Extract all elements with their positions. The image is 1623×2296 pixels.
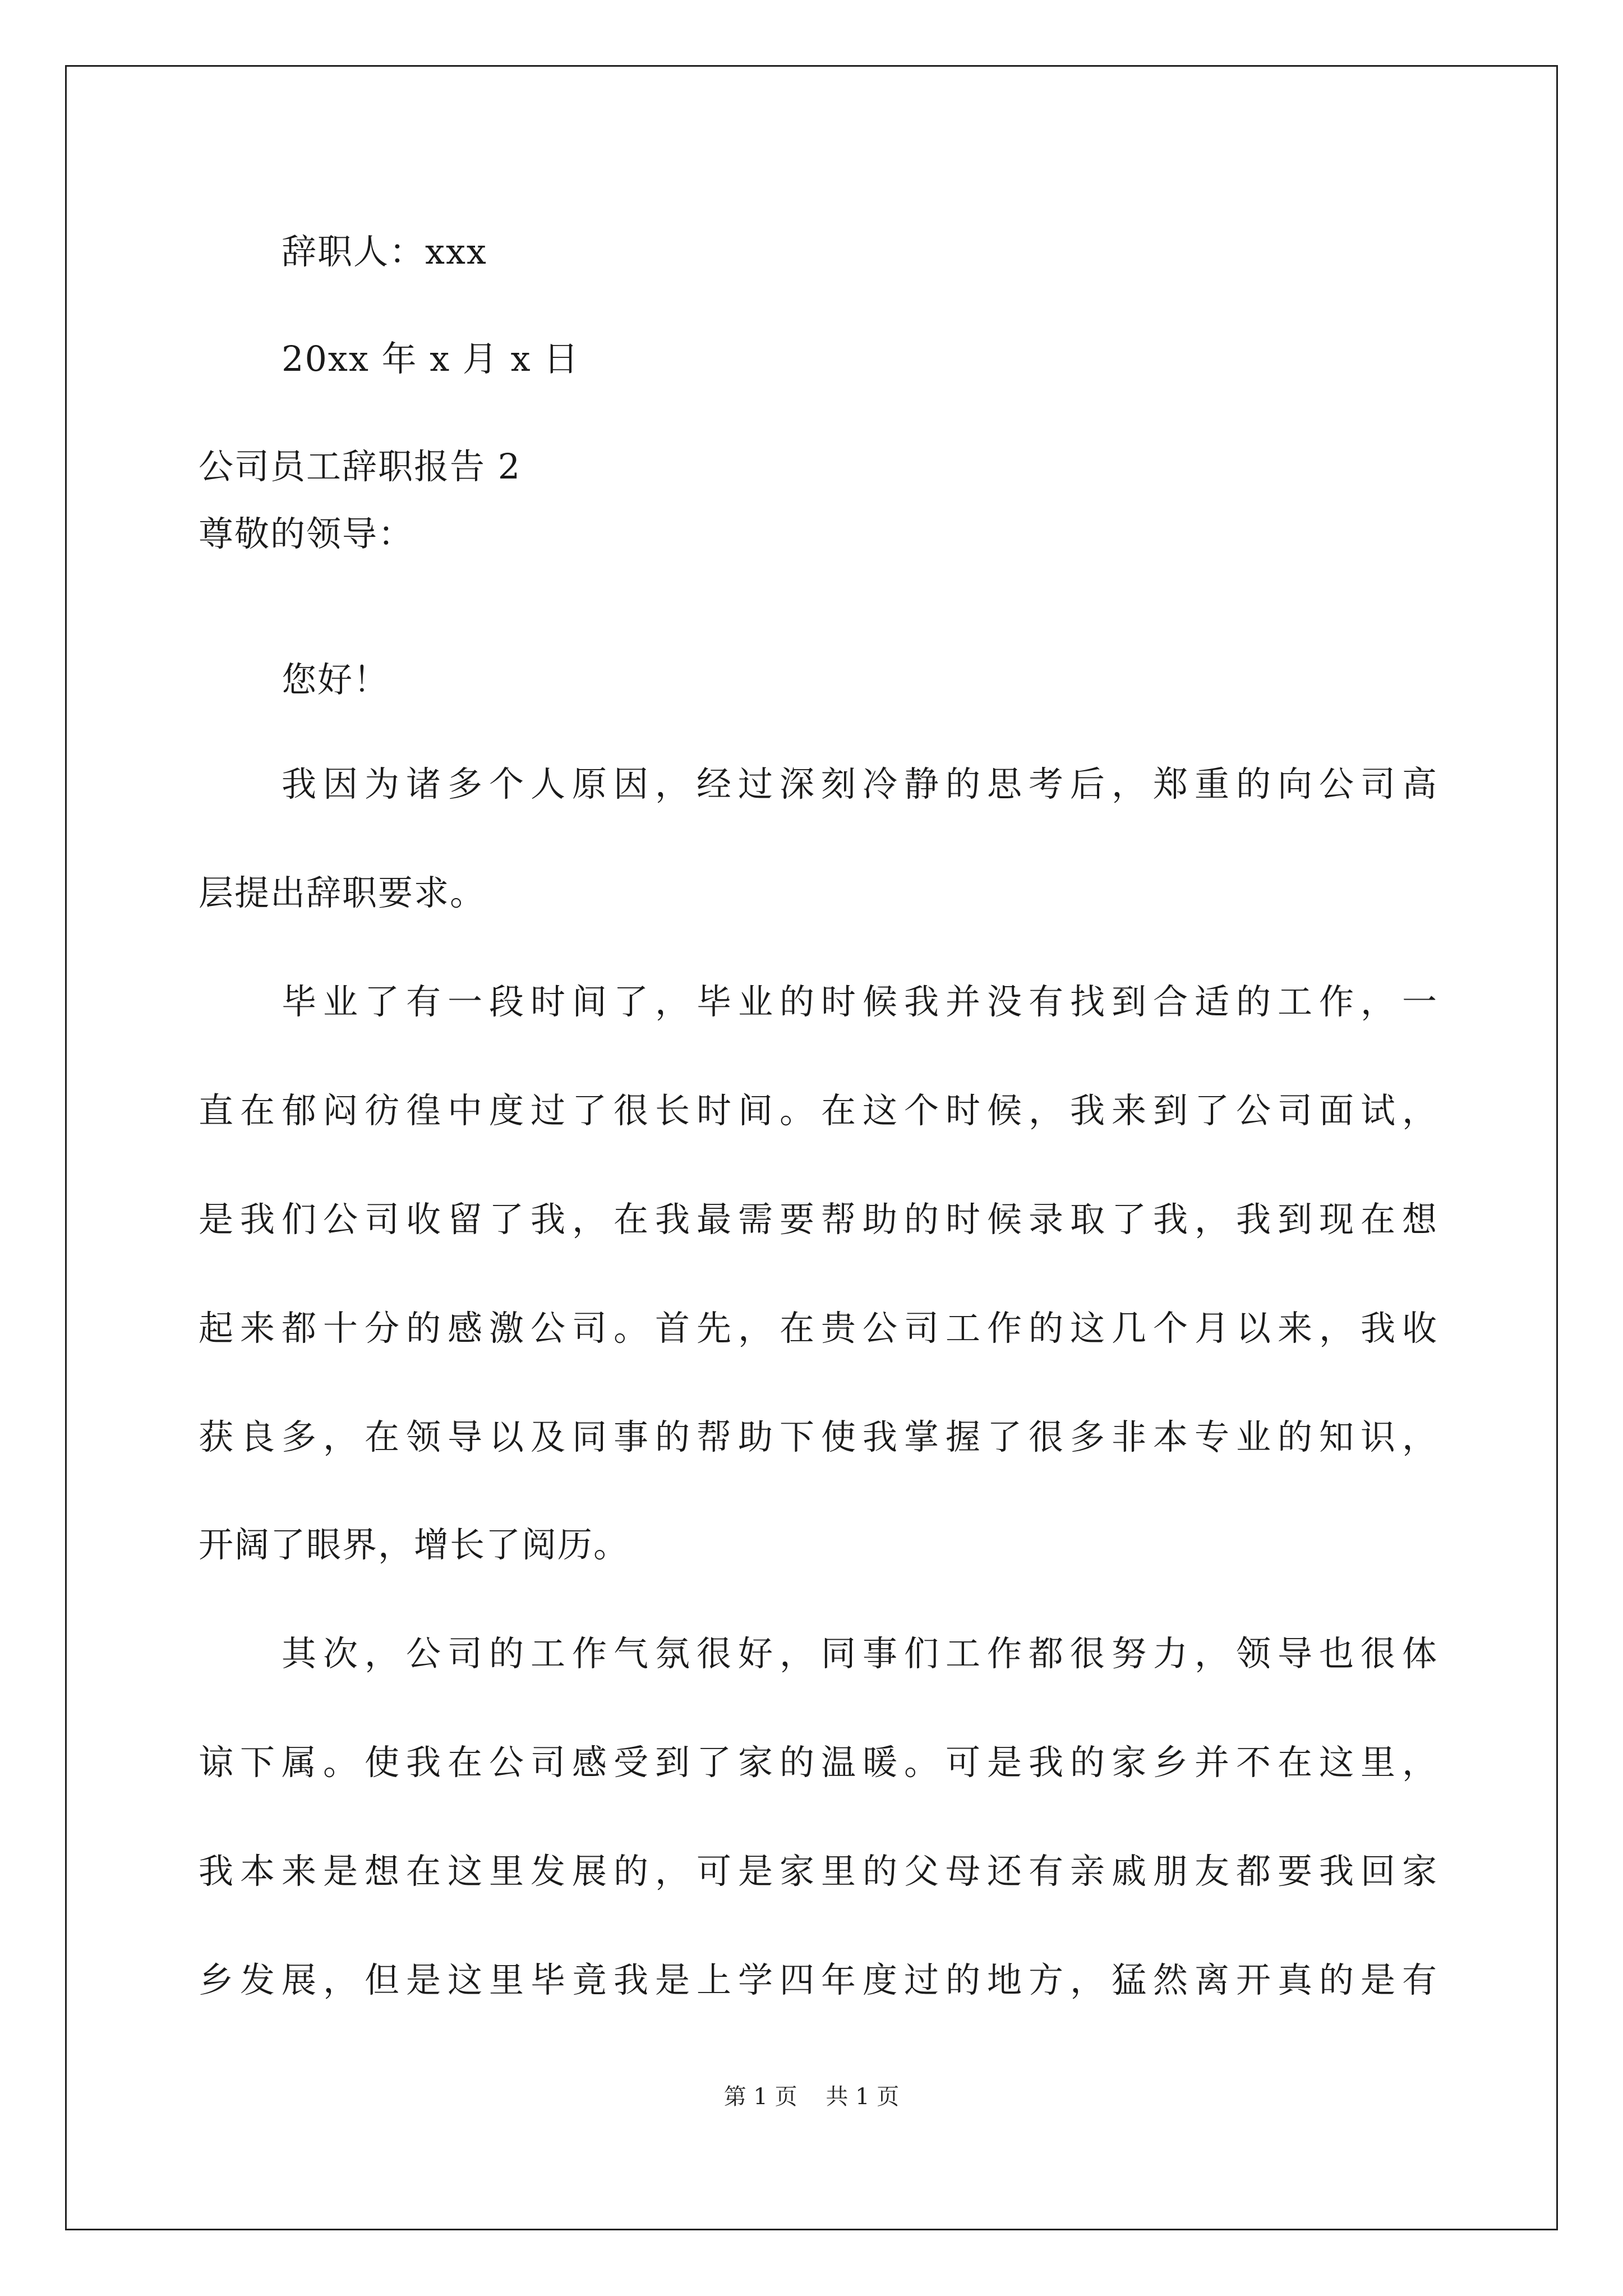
section-title: 公司员工辞职报告 2 [199,446,522,487]
body-line: 开阔了眼界，增长了阅历。 [199,1524,630,1565]
body-line: 层提出辞职要求。 [199,872,486,913]
body-line: 起来都十分的感激公司。首先，在贵公司工作的这几个月以来，我收 [199,1308,1438,1349]
date-line: 20xx 年 x 月 x 日 [282,338,580,379]
body-line: 获良多，在领导以及同事的帮助下使我掌握了很多非本专业的知识， [199,1416,1438,1457]
body-line: 其次，公司的工作气氛很好，同事们工作都很努力，领导也很体 [282,1633,1438,1674]
body-line: 我本来是想在这里发展的，可是家里的父母还有亲戚朋友都要我回家 [199,1851,1438,1892]
body-line: 毕业了有一段时间了，毕业的时候我并没有找到合适的工作，一 [282,981,1438,1022]
body-line: 我因为诸多个人原因，经过深刻冷静的思考后，郑重的向公司高 [282,763,1438,804]
body-line: 乡发展，但是这里毕竟我是上学四年度过的地方，猛然离开真的是有 [199,1959,1438,2000]
body-line: 谅下属。使我在公司感受到了家的温暖。可是我的家乡并不在这里， [199,1742,1438,1783]
salutation: 尊敬的领导： [199,513,414,554]
page-border [65,65,1558,2230]
page-footer: 第 1 页 共 1 页 [723,2084,900,2110]
greeting: 您好！ [282,659,390,700]
signer-line: 辞职人：xxx [282,231,487,272]
body-line: 是我们公司收留了我，在我最需要帮助的时候录取了我，我到现在想 [199,1199,1438,1240]
body-line: 直在郁闷彷徨中度过了很长时间。在这个时候，我来到了公司面试， [199,1090,1438,1131]
